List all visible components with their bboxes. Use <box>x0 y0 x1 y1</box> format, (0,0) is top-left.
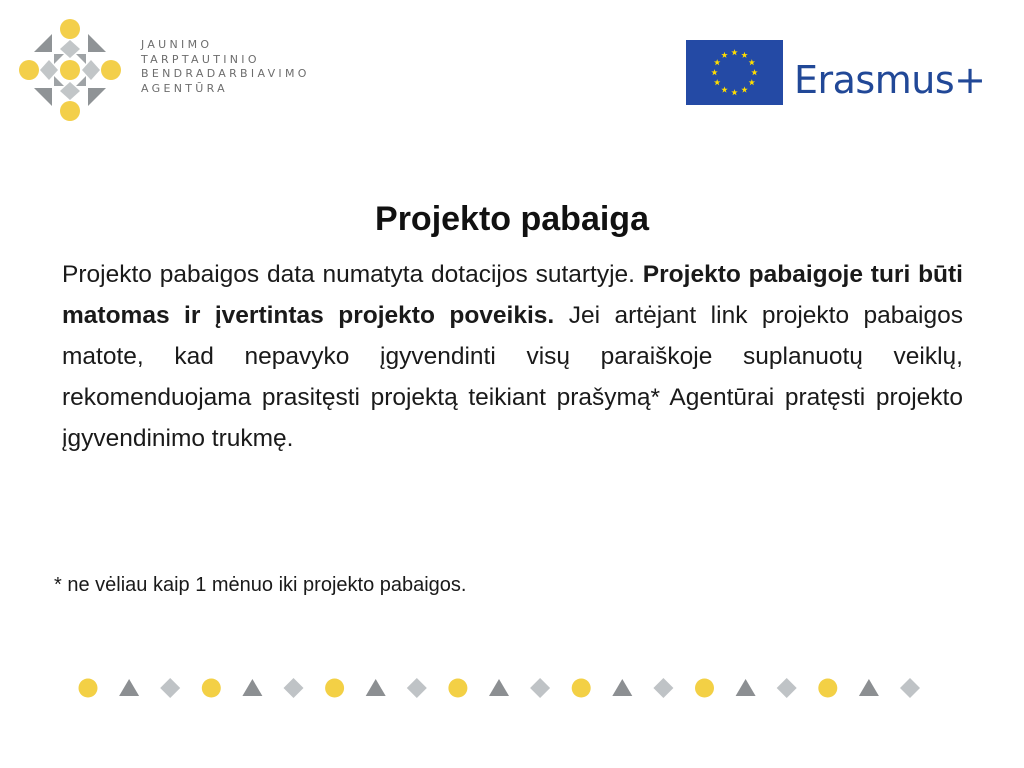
slide-title: Projekto pabaiga <box>375 200 649 238</box>
deco-diamond-icon <box>160 678 180 698</box>
deco-diamond-icon <box>284 678 304 698</box>
agency-name-line-1: JAUNIMO <box>141 38 213 51</box>
deco-triangle-icon <box>612 679 632 696</box>
agency-name <box>141 38 310 96</box>
body-text-part-2: Jei artėjant link projekto pabaigos matote, kad nepavyko įgyvendinti visų paraiškoje suplanuotų veiklų, rekomenduojama prasitęsti projektą teikiant prašymą* Agentūrai pratęsti projekto įgyvendinimo trukmę. <box>62 302 963 452</box>
deco-diamond-icon <box>530 678 550 698</box>
footnote: * ne vėliau kaip 1 mėnuo iki projekto pabaigos. <box>54 574 467 596</box>
deco-triangle-icon <box>242 679 262 696</box>
deco-diamond-icon <box>900 678 920 698</box>
eu-flag-icon <box>686 40 783 105</box>
deco-diamond-icon <box>407 678 427 698</box>
deco-triangle-icon <box>366 679 386 696</box>
deco-circle-icon <box>572 679 591 698</box>
body-paragraph <box>62 254 963 459</box>
body-text-emphasis: Projekto pabaigoje turi būti matomas ir įvertintas projekto poveikis. <box>62 261 963 329</box>
deco-circle-icon <box>818 679 837 698</box>
deco-triangle-icon <box>119 679 139 696</box>
agency-name-line-2: TARPTAUTINIO <box>141 52 260 66</box>
deco-triangle-icon <box>489 679 509 696</box>
deco-circle-icon <box>695 679 714 698</box>
body-text-part-1: Projekto pabaigos data numatyta dotacijos sutartyje. <box>62 261 643 288</box>
deco-diamond-icon <box>653 678 673 698</box>
deco-triangle-icon <box>736 679 756 696</box>
agency-logo-icon <box>18 18 122 122</box>
deco-diamond-icon <box>777 678 797 698</box>
deco-circle-icon <box>79 679 98 698</box>
deco-circle-icon <box>202 679 221 698</box>
agency-name-line-3: BENDRADARBIAVIMO <box>141 67 310 81</box>
deco-circle-icon <box>448 679 467 698</box>
deco-triangle-icon <box>859 679 879 696</box>
erasmus-plus-wordmark: Erasmus+ <box>794 58 986 102</box>
decorative-shape-strip <box>78 677 928 701</box>
agency-name-line-4: AGENTŪRA <box>141 81 228 95</box>
deco-circle-icon <box>325 679 344 698</box>
